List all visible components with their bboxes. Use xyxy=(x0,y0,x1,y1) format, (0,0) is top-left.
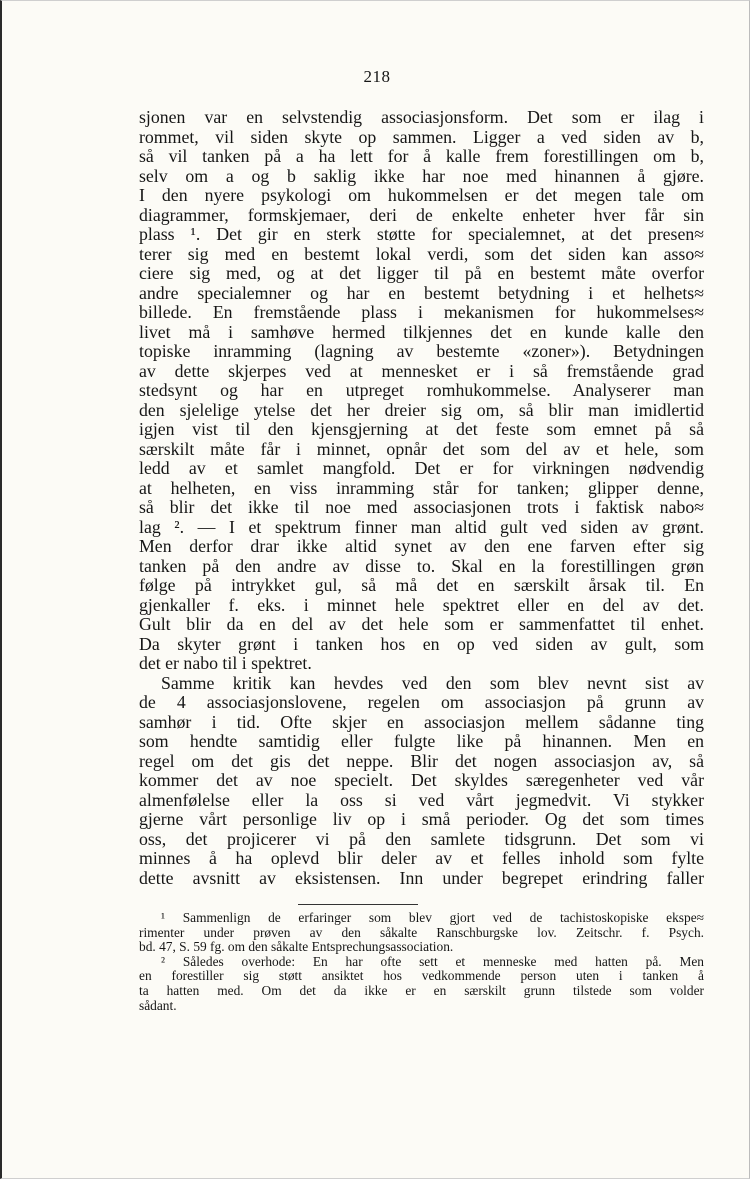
text-line: andre specialemner og har en bestemt betydning i et helhets≈ xyxy=(139,283,704,303)
text-line: terer sig med en bestemt lokal verdi, som det siden kan asso≈ xyxy=(139,244,704,264)
text-line: Da skyter grønt i tanken hos en op ved siden av gult, som xyxy=(139,634,704,654)
text-line: ciere sig med, og at det ligger til på en bestemt måte overfor xyxy=(139,264,704,283)
body-text xyxy=(139,108,704,888)
page-number: 218 xyxy=(363,67,391,86)
footnote-line: ¹ Sammenlign de erfaringer som blev gjort ved de tachistoskopiske ekspe≈ xyxy=(161,911,704,925)
text-line: topiske inramming (lagning av bestemte «zoner»). Betydningen xyxy=(139,342,704,361)
text-line: særskilt måte får i minnet, opnår det som del av et hele, som xyxy=(139,439,704,459)
text-line: ledd av et samlet mangfold. Det er for virkningen nødvendig xyxy=(139,459,704,478)
text-line: regel om det gis det neppe. Blir det nogen associasjon av, så xyxy=(139,751,704,771)
footnote-line: ² Således overhode: En har ofte sett et menneske med hatten på. Men xyxy=(161,954,704,969)
text-line: minnes å ha oplevd blir deler av et felles inhold som fylte xyxy=(139,849,704,868)
text-line: diagrammer, formskjemaer, deri de enkelte enheter hver får sin xyxy=(139,205,704,225)
text-line: selv om a og b saklig ikke har noe med hinannen å gjøre. xyxy=(139,166,704,186)
text-line: oss, det projicerer vi på den samlete tidsgrunn. Det som vi xyxy=(139,829,704,849)
footnote-line: ta hatten med. Om det da ikke er en særskilt grunn tilstede som volder xyxy=(139,983,704,998)
text-line: igjen vist til den kjensgjerning at det feste som emnet på så xyxy=(139,420,704,439)
text-line: tanken på den andre av disse to. Skal en la forestillingen grøn xyxy=(139,556,704,576)
text-line: sjonen var en selvstendig associasjonsform. Det som er ilag i xyxy=(139,108,704,127)
text-line: som hendte samtidig eller fulgte like på hinannen. Men en xyxy=(139,732,704,751)
text-line: av dette skjerpes ved at mennesket er i så fremstående grad xyxy=(139,361,704,381)
footnotes xyxy=(139,911,704,1013)
text-line: almenfølelse eller la oss si ved vårt jegmedvit. Vi stykker xyxy=(139,790,704,810)
text-line: stedsynt og har en utpreget romhukommelse. Analyserer man xyxy=(139,381,704,400)
text-line: at helheten, en viss inramming står for tanken; glipper denne, xyxy=(139,478,704,498)
text-line: Gult blir da en del av det hele som er sammenfattet til enhet. xyxy=(139,615,704,634)
footnote-line: bd. 47, S. 59 fg. om den såkalte Entsprechungsassociation. xyxy=(139,940,454,955)
text-line: så vil tanken på a ha lett for å kalle frem forestillingen om b, xyxy=(139,147,704,166)
footnote-divider xyxy=(298,904,418,905)
text-line: livet må i samhøve hermed tilkjennes det en kunde kalle den xyxy=(139,322,704,342)
text-line: I den nyere psykologi om hukommelsen er det megen tale om xyxy=(139,186,704,205)
text-line: lag ². — I et spektrum finner man altid gult ved siden av grønt. xyxy=(139,517,704,537)
text-line: det er nabo til i spektret. xyxy=(139,654,312,673)
text-line: den sjelelige ytelse det her dreier sig om, så blir man imidlertid xyxy=(139,400,704,420)
footnote-line: sådant. xyxy=(139,998,177,1013)
text-line: plass ¹. Det gir en sterk støtte for specialemnet, at det presen≈ xyxy=(139,225,704,244)
text-line: Samme kritik kan hevdes ved den som blev nevnt sist av xyxy=(161,673,704,693)
text-line: dette avsnitt av eksistensen. Inn under begrepet erindring faller xyxy=(139,868,704,888)
text-line: følge på intrykket gul, så må det en særskilt årsak til. En xyxy=(139,576,704,595)
text-line: de 4 associasjonslovene, regelen om associasjon på grunn av xyxy=(139,693,704,712)
footnote-line: rimenter under prøven av den såkalte Ranschburgske lov. Zeitschr. f. Psych. xyxy=(139,925,704,940)
text-line: rommet, vil siden skyte op sammen. Ligger a ved siden av b, xyxy=(139,127,704,147)
text-line: så blir det ikke til noe med associasjonen trots i faktisk nabo≈ xyxy=(139,498,704,517)
text-line: Men derfor drar ikke altid synet av den ene farven efter sig xyxy=(139,537,704,556)
text-line: gjerne vårt personlige liv op i små perioder. Og det som times xyxy=(139,810,704,829)
text-line: billede. En fremstående plass i mekanismen for hukommelses≈ xyxy=(139,303,704,322)
text-line: kommer det av noe specielt. Det skyldes særegenheter ved vår xyxy=(139,771,704,790)
footnote-line: en forestiller sig støtt ansiktet hos vedkommende person uten i tanken å xyxy=(139,969,704,984)
text-line: samhør i tid. Ofte skjer en associasjon mellem sådanne ting xyxy=(139,712,704,732)
text-line: gjenkaller f. eks. i minnet hele spektret eller en del av det. xyxy=(139,595,704,615)
